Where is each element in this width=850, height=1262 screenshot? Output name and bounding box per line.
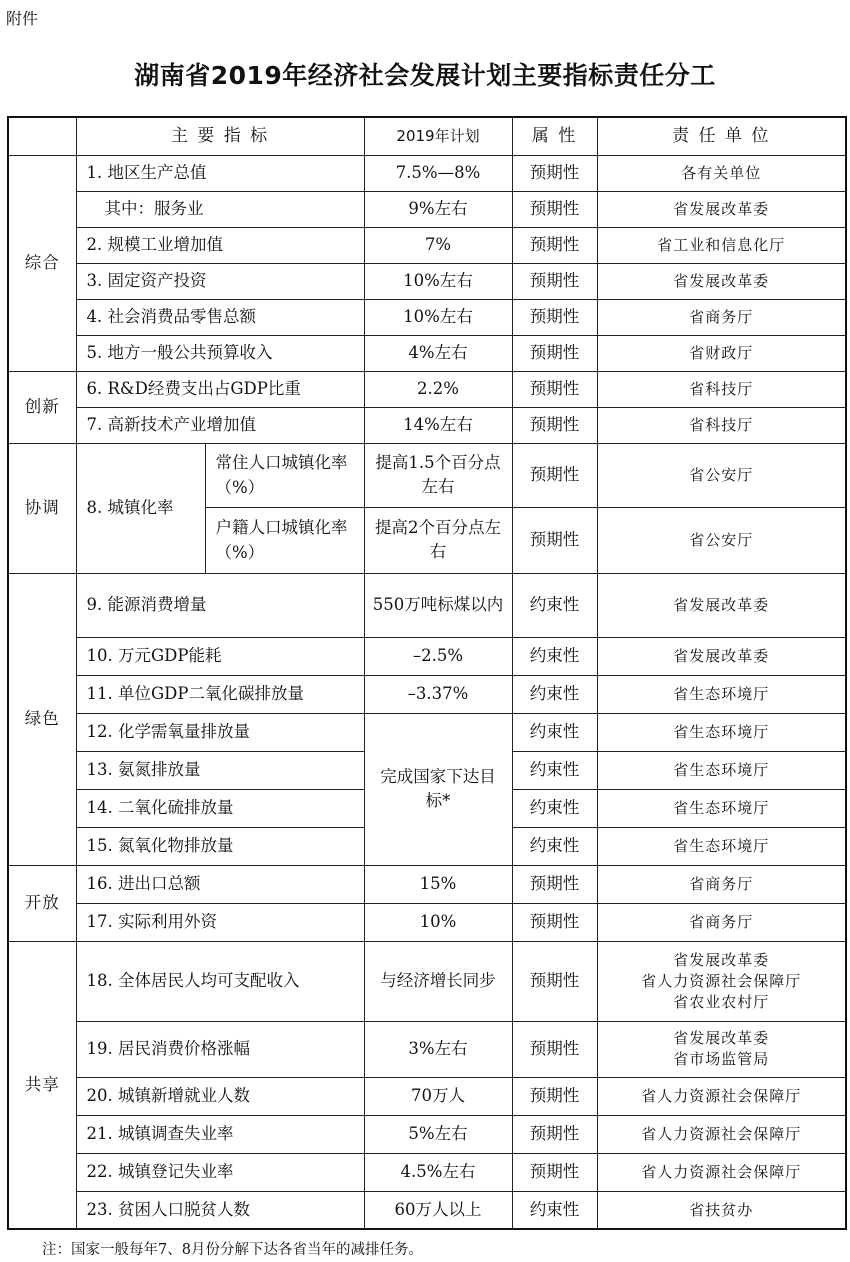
attribute-value: 预期性	[512, 1153, 597, 1191]
indicator-name: 3. 固定资产投资	[76, 263, 364, 299]
attribute-value: 预期性	[512, 865, 597, 903]
attribute-value: 预期性	[512, 335, 597, 371]
attribute-value: 预期性	[512, 371, 597, 407]
plan-value: 10%左右	[364, 263, 512, 299]
indicator-name: 21. 城镇调查失业率	[76, 1115, 364, 1153]
plan-value: 70万人	[364, 1077, 512, 1115]
indicator-table-wrapper	[7, 116, 845, 1228]
header-attribute: 属 性	[512, 117, 597, 155]
responsible-unit: 各有关单位	[597, 155, 846, 191]
table-row	[8, 371, 846, 407]
plan-value: 4.5%左右	[364, 1153, 512, 1191]
indicator-name: 13. 氨氮排放量	[76, 751, 364, 789]
responsible-unit: 省科技厅	[597, 371, 846, 407]
attribute-value: 预期性	[512, 443, 597, 507]
indicator-name: 20. 城镇新增就业人数	[76, 1077, 364, 1115]
sub-indicator-name: 常住人口城镇化率（%）	[205, 443, 364, 507]
table-row	[8, 1077, 846, 1115]
indicator-name: 11. 单位GDP二氧化碳排放量	[76, 675, 364, 713]
attribute-value: 预期性	[512, 263, 597, 299]
table-row	[8, 227, 846, 263]
responsible-unit: 省扶贫办	[597, 1191, 846, 1229]
attribute-value: 约束性	[512, 713, 597, 751]
attribute-value: 约束性	[512, 1191, 597, 1229]
responsible-unit: 省人力资源社会保障厅	[597, 1115, 846, 1153]
plan-value: 7%	[364, 227, 512, 263]
header-plan: 2019年计划	[364, 117, 512, 155]
attribute-value: 预期性	[512, 941, 597, 1021]
attribute-value: 预期性	[512, 155, 597, 191]
responsible-unit: 省工业和信息化厅	[597, 227, 846, 263]
attribute-value: 预期性	[512, 507, 597, 573]
plan-value: 提高1.5个百分点左右	[364, 443, 512, 507]
attribute-value: 预期性	[512, 1077, 597, 1115]
plan-value: 10%	[364, 903, 512, 941]
responsible-unit: 省科技厅	[597, 407, 846, 443]
responsible-unit-line: 省发展改革委	[673, 1029, 770, 1047]
responsible-unit-line: 省发展改革委	[673, 950, 770, 969]
responsible-unit: 省生态环境厅	[597, 827, 846, 865]
indicator-name: 其中：服务业	[76, 191, 364, 227]
indicator-name: 12. 化学需氧量排放量	[76, 713, 364, 751]
indicator-name: 6. R&D经费支出占GDP比重	[76, 371, 364, 407]
plan-value: 7.5%—8%	[364, 155, 512, 191]
responsible-unit	[597, 941, 846, 1021]
attribute-value: 约束性	[512, 675, 597, 713]
responsible-unit-line: 省市场监管局	[673, 1050, 770, 1068]
responsible-unit: 省发展改革委	[597, 263, 846, 299]
plan-value: 完成国家下达目标*	[364, 713, 512, 865]
responsible-unit: 省商务厅	[597, 299, 846, 335]
plan-value: 14%左右	[364, 407, 512, 443]
attribute-value: 预期性	[512, 191, 597, 227]
responsible-unit: 省商务厅	[597, 865, 846, 903]
plan-value: 15%	[364, 865, 512, 903]
responsible-unit: 省人力资源社会保障厅	[597, 1077, 846, 1115]
responsible-unit: 省发展改革委	[597, 573, 846, 637]
responsible-unit-line: 省农业农村厅	[673, 992, 770, 1011]
indicator-name: 19. 居民消费价格涨幅	[76, 1021, 364, 1077]
category-cell: 绿色	[8, 573, 76, 865]
attribute-value: 约束性	[512, 573, 597, 637]
category-cell: 共享	[8, 941, 76, 1229]
plan-value: 5%左右	[364, 1115, 512, 1153]
table-row	[8, 713, 846, 751]
attribute-value: 预期性	[512, 1021, 597, 1077]
responsible-unit: 省生态环境厅	[597, 713, 846, 751]
responsible-unit: 省公安厅	[597, 443, 846, 507]
responsible-unit: 省人力资源社会保障厅	[597, 1153, 846, 1191]
plan-value: 10%左右	[364, 299, 512, 335]
plan-value: 提高2个百分点左右	[364, 507, 512, 573]
plan-value: 9%左右	[364, 191, 512, 227]
attribute-value: 预期性	[512, 407, 597, 443]
indicator-table	[7, 116, 847, 1230]
plan-value: –2.5%	[364, 637, 512, 675]
table-row	[8, 335, 846, 371]
indicator-name: 2. 规模工业增加值	[76, 227, 364, 263]
attribute-value: 预期性	[512, 903, 597, 941]
responsible-unit: 省商务厅	[597, 903, 846, 941]
indicator-name: 5. 地方一般公共预算收入	[76, 335, 364, 371]
table-row	[8, 941, 846, 1021]
table-row	[8, 191, 846, 227]
footnote: 注：国家一般每年7、8月份分解下达各省当年的减排任务。	[42, 1242, 423, 1258]
responsible-unit: 省发展改革委	[597, 637, 846, 675]
category-cell: 综合	[8, 155, 76, 371]
responsible-unit: 省生态环境厅	[597, 789, 846, 827]
plan-value: 3%左右	[364, 1021, 512, 1077]
responsible-unit-line: 省人力资源社会保障厅	[641, 971, 802, 990]
indicator-name: 14. 二氧化硫排放量	[76, 789, 364, 827]
responsible-unit: 省生态环境厅	[597, 675, 846, 713]
table-row	[8, 903, 846, 941]
indicator-name: 10. 万元GDP能耗	[76, 637, 364, 675]
indicator-name: 22. 城镇登记失业率	[76, 1153, 364, 1191]
table-row	[8, 263, 846, 299]
attribute-value: 预期性	[512, 1115, 597, 1153]
responsible-unit: 省生态环境厅	[597, 751, 846, 789]
header-category	[8, 117, 76, 155]
attribute-value: 约束性	[512, 637, 597, 675]
indicator-name: 4. 社会消费品零售总额	[76, 299, 364, 335]
plan-value: 4%左右	[364, 335, 512, 371]
attribute-value: 约束性	[512, 751, 597, 789]
table-row	[8, 155, 846, 191]
indicator-name: 17. 实际利用外资	[76, 903, 364, 941]
indicator-name: 7. 高新技术产业增加值	[76, 407, 364, 443]
header-indicator: 主 要 指 标	[76, 117, 364, 155]
indicator-name: 16. 进出口总额	[76, 865, 364, 903]
attribute-value: 预期性	[512, 299, 597, 335]
table-row	[8, 299, 846, 335]
document-title: 湖南省2019年经济社会发展计划主要指标责任分工	[134, 61, 716, 90]
table-header-row	[8, 117, 846, 155]
table-row	[8, 407, 846, 443]
responsible-unit: 省公安厅	[597, 507, 846, 573]
table-row	[8, 1021, 846, 1077]
category-cell: 协调	[8, 443, 76, 573]
table-row	[8, 865, 846, 903]
attachment-label: 附件	[6, 9, 39, 28]
plan-value: –3.37%	[364, 675, 512, 713]
table-row	[8, 1115, 846, 1153]
indicator-name: 9. 能源消费增量	[76, 573, 364, 637]
attribute-value: 约束性	[512, 789, 597, 827]
table-row	[8, 1153, 846, 1191]
table-row	[8, 443, 846, 507]
plan-value: 2.2%	[364, 371, 512, 407]
sub-indicator-name: 户籍人口城镇化率（%）	[205, 507, 364, 573]
header-unit: 责 任 单 位	[597, 117, 846, 155]
indicator-name: 8. 城镇化率	[76, 443, 205, 573]
responsible-unit: 省财政厅	[597, 335, 846, 371]
table-row	[8, 637, 846, 675]
table-row	[8, 573, 846, 637]
category-cell: 开放	[8, 865, 76, 941]
attribute-value: 预期性	[512, 227, 597, 263]
indicator-name: 1. 地区生产总值	[76, 155, 364, 191]
indicator-name: 18. 全体居民人均可支配收入	[76, 941, 364, 1021]
plan-value: 550万吨标煤以内	[364, 573, 512, 637]
table-row	[8, 1191, 846, 1229]
plan-value: 与经济增长同步	[364, 941, 512, 1021]
responsible-unit	[597, 1021, 846, 1077]
responsible-unit: 省发展改革委	[597, 191, 846, 227]
attribute-value: 约束性	[512, 827, 597, 865]
indicator-name: 23. 贫困人口脱贫人数	[76, 1191, 364, 1229]
category-cell: 创新	[8, 371, 76, 443]
plan-value: 60万人以上	[364, 1191, 512, 1229]
indicator-name: 15. 氮氧化物排放量	[76, 827, 364, 865]
table-row	[8, 675, 846, 713]
